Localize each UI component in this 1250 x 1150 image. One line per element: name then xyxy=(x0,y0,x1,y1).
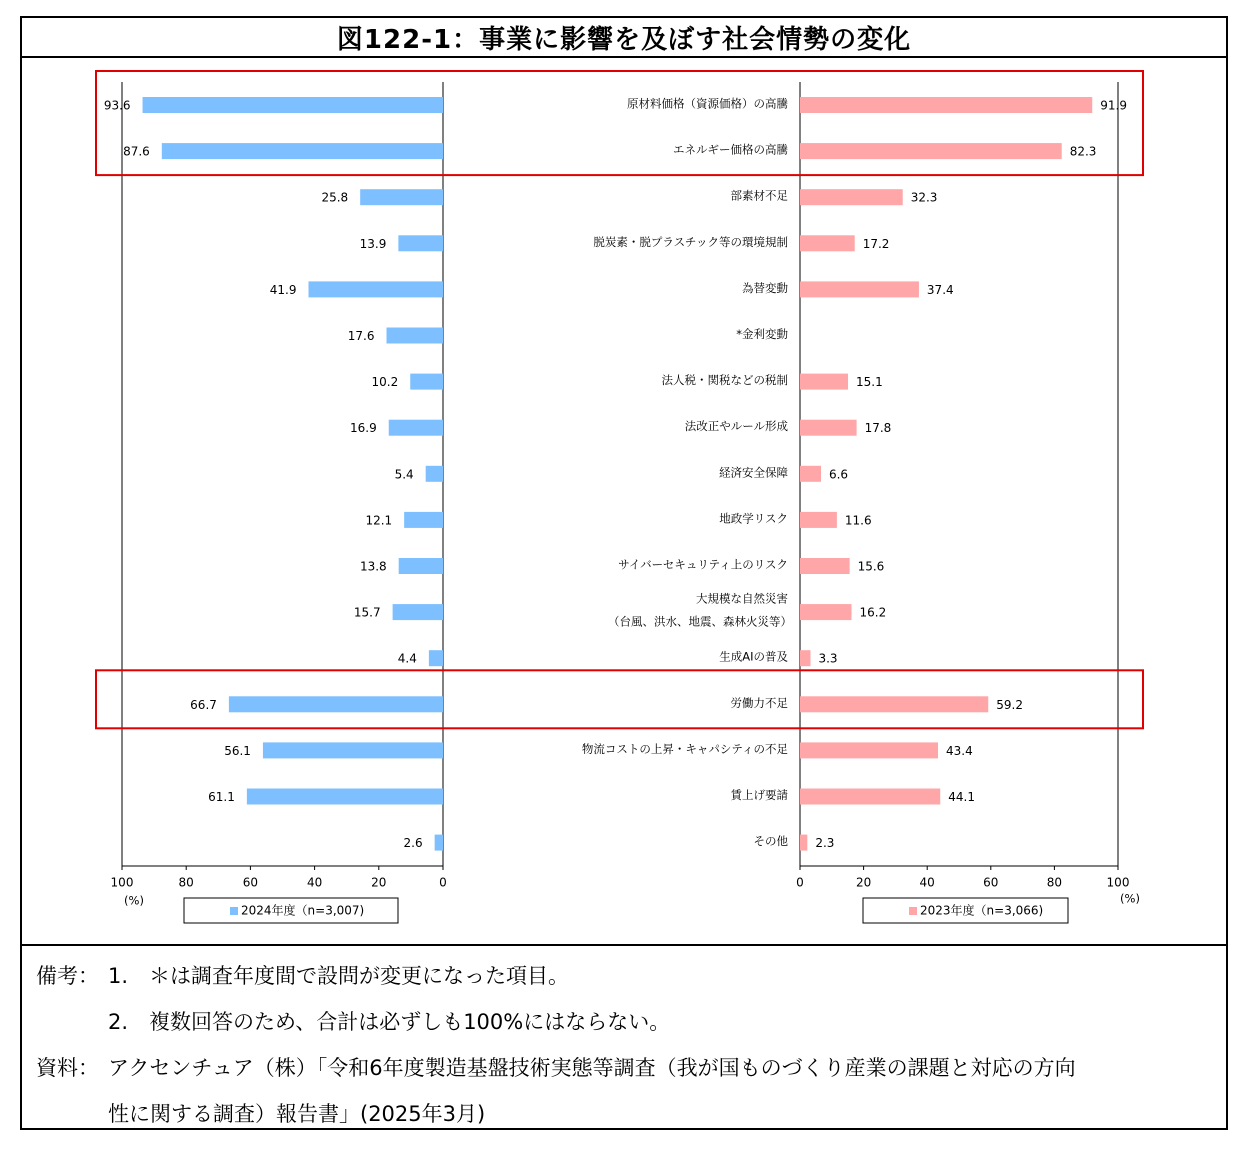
legend-2023-text: 2023年度（n=3,066) xyxy=(920,903,1044,918)
bar-2023 xyxy=(800,512,837,528)
data-label-2024: 61.1 xyxy=(208,790,235,804)
bar-2023 xyxy=(800,696,988,712)
bar-2024 xyxy=(393,604,443,620)
bar-2023 xyxy=(800,281,919,297)
source-text-2: 性に関する調査）報告書」(2025年3月) xyxy=(108,1102,486,1126)
left-tick-label: 40 xyxy=(306,875,323,890)
category-label: 原材料価格（資源価格）の高騰 xyxy=(627,96,788,111)
category-label: 生成AIの普及 xyxy=(719,649,788,664)
data-label-2024: 4.4 xyxy=(397,651,417,666)
bar-2023 xyxy=(800,143,1062,159)
remark-text-2: 2. 複数回答のため、合計は必ずしも100%にはならない。 xyxy=(108,1010,671,1034)
left-tick-label: 20 xyxy=(371,875,387,890)
right-tick-label: 60 xyxy=(983,875,999,890)
data-label-2023: 59.2 xyxy=(996,697,1023,712)
data-label-2023: 37.4 xyxy=(926,282,954,297)
bar-2024 xyxy=(263,742,443,758)
bar-2023 xyxy=(800,420,857,436)
category-label: 脱炭素・脱プラスチック等の環境規制 xyxy=(593,234,788,249)
data-label-2024: 12.1 xyxy=(365,513,393,528)
bar-2023 xyxy=(800,189,903,205)
category-label: 為替変動 xyxy=(742,280,788,295)
data-label-2024: 16.9 xyxy=(350,421,377,436)
category-label: その他 xyxy=(753,834,788,849)
category-label: *金利変動 xyxy=(736,327,788,341)
bar-2024 xyxy=(429,650,443,666)
bar-2023 xyxy=(800,789,940,805)
data-label-2024: 25.8 xyxy=(321,190,349,205)
data-label-2024: 66.7 xyxy=(190,697,217,712)
right-axis-unit: (%) xyxy=(1120,891,1140,906)
category-label: 部素材不足 xyxy=(730,188,788,203)
legend-2023-swatch xyxy=(909,907,917,915)
data-label-2023: 11.6 xyxy=(844,513,872,528)
figure-frame xyxy=(20,16,1228,1130)
data-label-2024: 41.9 xyxy=(269,282,297,297)
bar-2024 xyxy=(389,420,443,436)
bar-2024 xyxy=(143,97,443,113)
data-label-2024: 15.7 xyxy=(353,605,381,620)
data-label-2024: 10.2 xyxy=(371,375,399,390)
notes-section xyxy=(22,944,1226,1130)
data-label-2024: 87.6 xyxy=(123,144,150,159)
data-label-2023: 17.2 xyxy=(862,236,890,251)
bar-2023 xyxy=(800,604,852,620)
data-label-2023: 82.3 xyxy=(1069,144,1097,159)
category-label: 法人税・関税などの税制 xyxy=(661,373,788,388)
data-label-2023: 15.1 xyxy=(856,375,883,390)
data-label-2023: 3.3 xyxy=(818,651,838,666)
data-label-2023: 44.1 xyxy=(948,790,975,804)
bar-2024 xyxy=(162,143,443,159)
data-label-2023: 32.3 xyxy=(910,190,938,205)
right-tick-label: 40 xyxy=(919,875,935,890)
bar-2024 xyxy=(229,696,443,712)
right-tick-label: 20 xyxy=(855,875,872,890)
right-tick-label: 80 xyxy=(1046,875,1063,890)
data-label-2024: 17.6 xyxy=(347,329,375,343)
bar-2024 xyxy=(309,281,443,297)
right-tick-label: 0 xyxy=(796,875,804,890)
bar-2024 xyxy=(387,328,443,344)
bar-2024 xyxy=(398,235,443,251)
bar-2023 xyxy=(800,650,810,666)
data-label-2023: 6.6 xyxy=(828,467,849,482)
bar-2024 xyxy=(360,189,443,205)
bar-2023 xyxy=(800,835,807,851)
data-label-2023: 17.8 xyxy=(864,421,892,436)
bar-2024 xyxy=(435,835,443,851)
legend-2024-text: 2024年度（n=3,007) xyxy=(241,903,365,918)
data-label-2024: 13.9 xyxy=(359,236,387,251)
bar-2024 xyxy=(404,512,443,528)
category-label: 大規模な自然災害 xyxy=(696,591,788,606)
bar-2024 xyxy=(410,374,443,390)
category-label: 賃上げ要請 xyxy=(730,788,788,802)
data-label-2023: 43.4 xyxy=(946,743,973,758)
data-label-2023: 2.3 xyxy=(815,836,835,851)
left-tick-label: 100 xyxy=(110,875,134,890)
bar-2024 xyxy=(426,466,443,482)
left-tick-label: 80 xyxy=(178,875,194,890)
data-label-2024: 56.1 xyxy=(224,743,251,758)
bar-2023 xyxy=(800,558,850,574)
category-label: エネルギー価格の高騰 xyxy=(673,142,788,157)
data-label-2023: 91.9 xyxy=(1100,98,1127,113)
bar-2023 xyxy=(800,742,938,758)
data-label-2024: 13.8 xyxy=(359,559,387,574)
data-label-2024: 5.4 xyxy=(394,467,414,482)
data-label-2024: 93.6 xyxy=(103,98,131,113)
bar-2024 xyxy=(399,558,443,574)
remarks-label: 備考： xyxy=(36,964,99,988)
category-label: 経済安全保障 xyxy=(719,465,788,480)
legend-2024-swatch xyxy=(230,907,238,915)
category-label: 物流コストの上昇・キャパシティの不足 xyxy=(581,741,788,756)
category-label-line2: （台風、洪水、地震、森林火災等） xyxy=(608,614,792,629)
right-tick-label: 100 xyxy=(1106,875,1130,890)
data-label-2024: 2.6 xyxy=(403,836,423,851)
left-tick-label: 60 xyxy=(242,875,259,890)
source-text-1: アクセンチュア（株）「令和6年度製造基盤技術実態等調査（我が国ものづくり産業の課題と対応の方向 xyxy=(108,1056,1076,1080)
bar-2023 xyxy=(800,235,855,251)
figure-title: 図122-1：事業に影響を及ぼす社会情勢の変化 xyxy=(22,18,1226,58)
data-label-2023: 15.6 xyxy=(857,559,885,574)
left-axis-unit: (%) xyxy=(124,893,144,908)
category-label: 労働力不足 xyxy=(730,695,788,710)
bar-2023 xyxy=(800,466,821,482)
remark-text-1: 1. ＊は調査年度間で設問が変更になった項目。 xyxy=(108,964,570,988)
category-label: 地政学リスク xyxy=(719,511,788,526)
source-label: 資料： xyxy=(36,1056,99,1080)
bar-2023 xyxy=(800,374,848,390)
highlight-box xyxy=(96,71,1143,175)
data-label-2023: 16.2 xyxy=(859,605,887,620)
left-tick-label: 0 xyxy=(439,875,447,890)
category-label: サイバーセキュリティ上のリスク xyxy=(618,557,788,572)
category-label: 法改正やルール形成 xyxy=(684,419,788,434)
bar-2024 xyxy=(247,789,443,805)
bar-2023 xyxy=(800,97,1092,113)
butterfly-bar-chart xyxy=(22,18,1226,944)
